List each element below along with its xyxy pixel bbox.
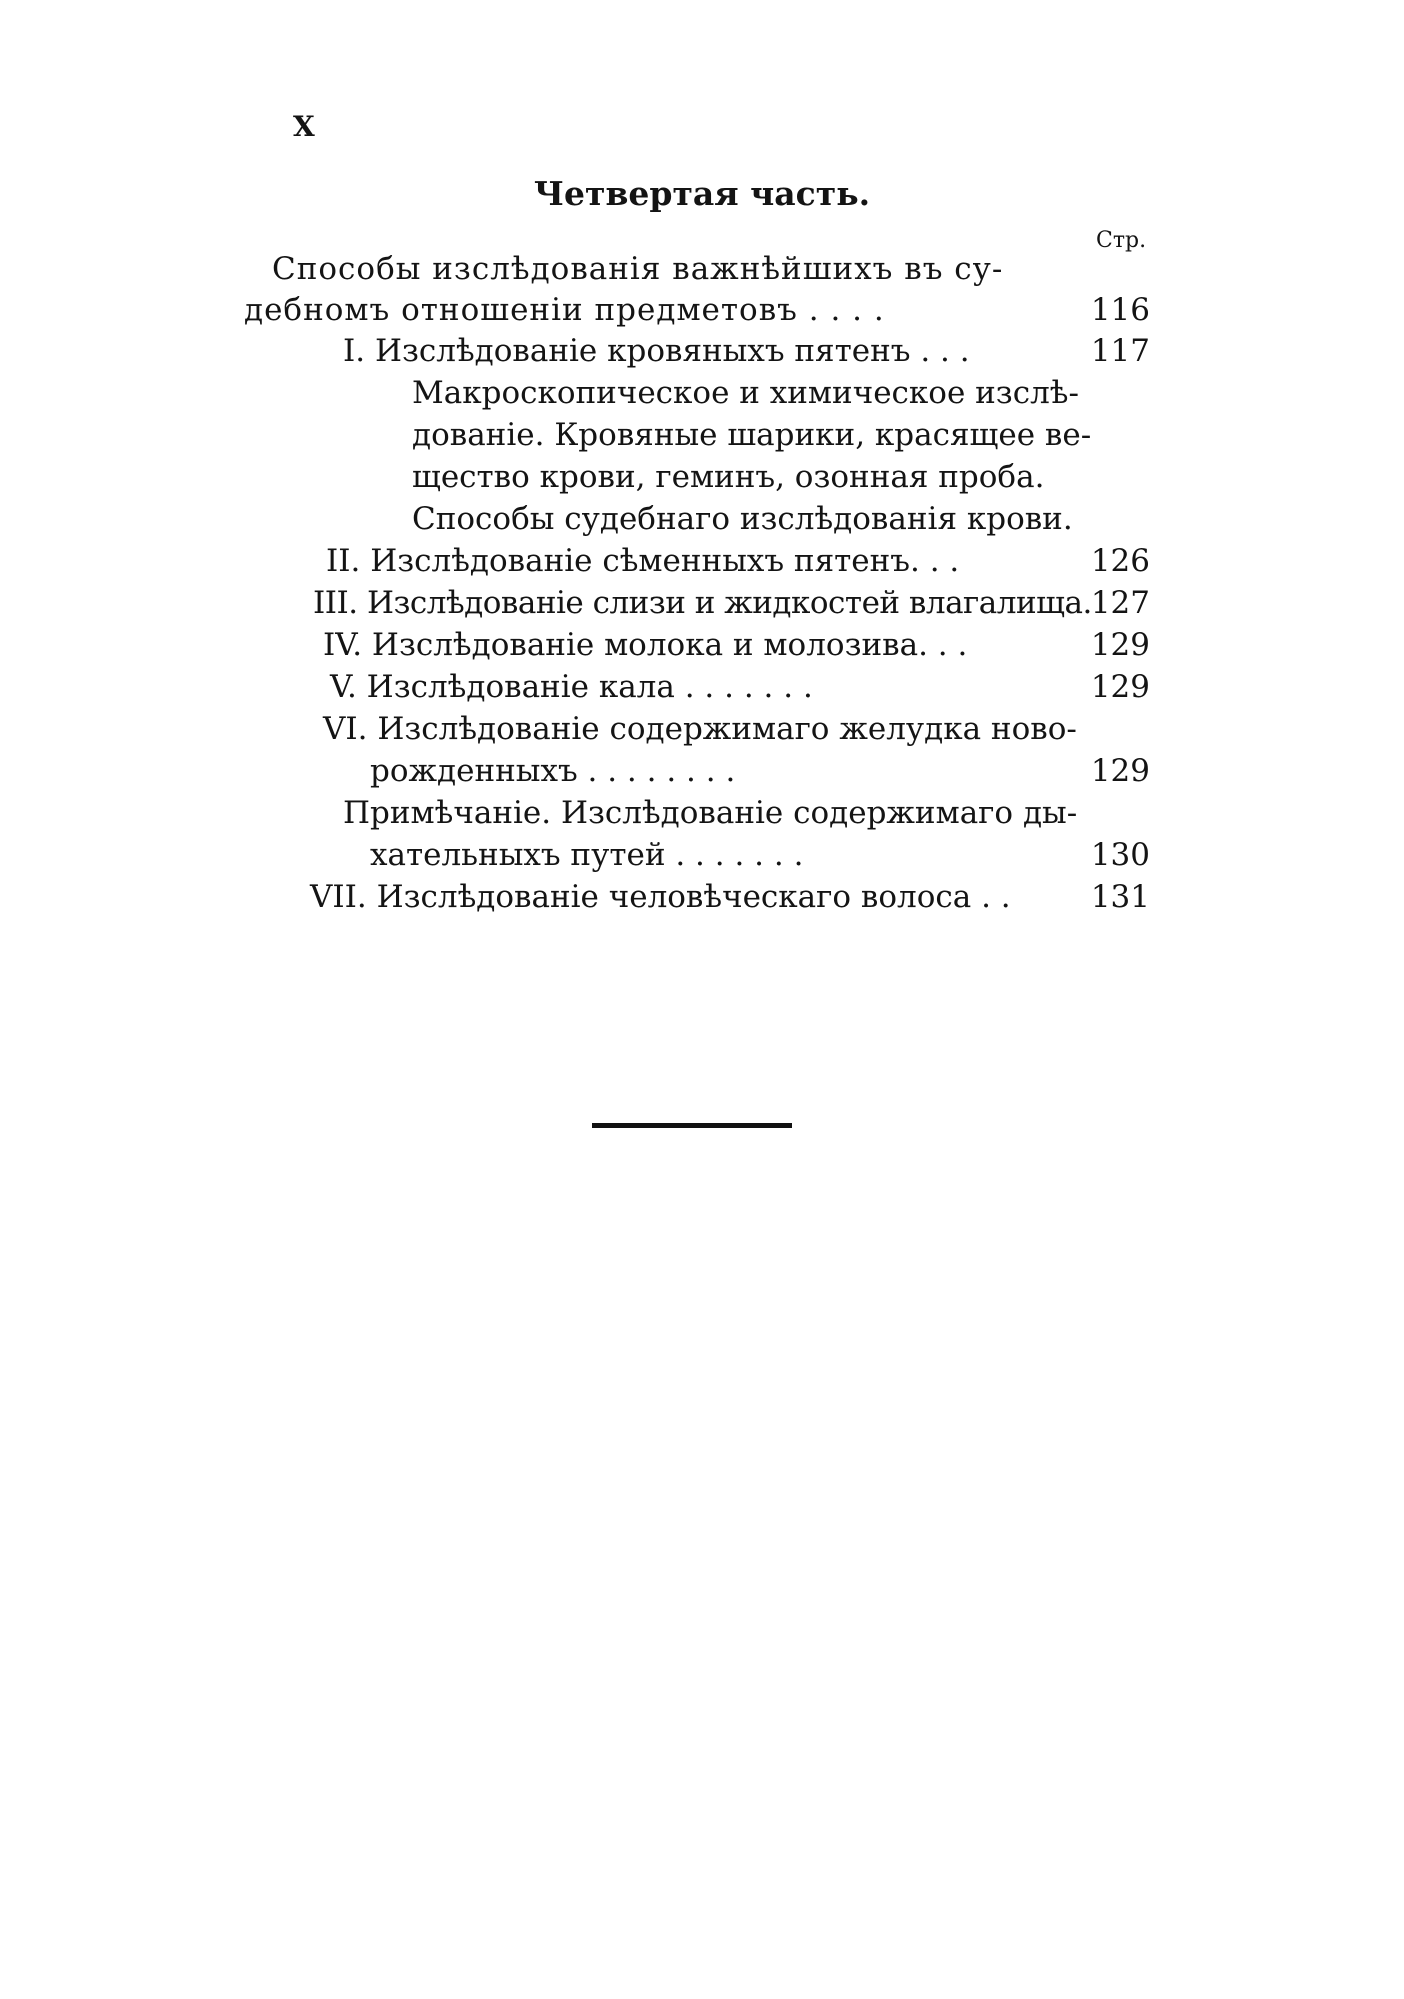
toc-line-9: III. Изслѣдованіе слизи и жидкостей влагалища. (313, 585, 1092, 621)
toc-page-11: 129 (1090, 669, 1150, 705)
toc-line-8: II. Изслѣдованіе сѣменныхъ пятенъ. . . (326, 543, 960, 579)
toc-page-9: 127 (1090, 585, 1150, 621)
toc-line-13: рожденныхъ . . . . . . . . (370, 753, 736, 789)
toc-page-8: 126 (1090, 543, 1150, 579)
page-column-label: Стр. (1096, 228, 1147, 253)
toc-line-1: Способы изслѣдованія важнѣйшихъ въ су- (272, 251, 1004, 287)
toc-line-12: VI. Изслѣдованіе содержимаго желудка ново- (323, 711, 1077, 747)
toc-page-15: 130 (1090, 837, 1150, 873)
toc-line-6: щество крови, геминъ, озонная проба. (412, 459, 1045, 495)
page-number: X (293, 110, 315, 143)
toc-page-10: 129 (1090, 627, 1150, 663)
toc-line-15: хательныхъ путей . . . . . . . (370, 837, 804, 873)
section-heading: Четвертая часть. (533, 174, 871, 213)
toc-line-4: Макроскопическое и химическое изслѣ- (412, 375, 1079, 411)
toc-line-14: Примѣчаніе. Изслѣдованіе содержимаго ды- (343, 795, 1078, 831)
end-rule (592, 1123, 792, 1128)
toc-line-7: Способы судебнаго изслѣдованія крови. (412, 501, 1073, 537)
toc-page-3: 117 (1090, 333, 1150, 369)
toc-page-2: 116 (1090, 292, 1150, 328)
toc-line-11: V. Изслѣдованіе кала . . . . . . . (330, 669, 813, 705)
toc-line-5: дованіе. Кровяные шарики, красящее ве- (412, 417, 1092, 453)
toc-line-3: I. Изслѣдованіе кровяныхъ пятенъ . . . (343, 333, 970, 369)
toc-line-2: дебномъ отношеніи предметовъ . . . . (244, 292, 885, 328)
toc-line-10: IV. Изслѣдованіе молока и молозива. . . (323, 627, 968, 663)
toc-line-16: VII. Изслѣдованіе человѣческаго волоса . . (310, 879, 1011, 915)
toc-page-16: 131 (1090, 879, 1150, 915)
toc-page-13: 129 (1090, 753, 1150, 789)
